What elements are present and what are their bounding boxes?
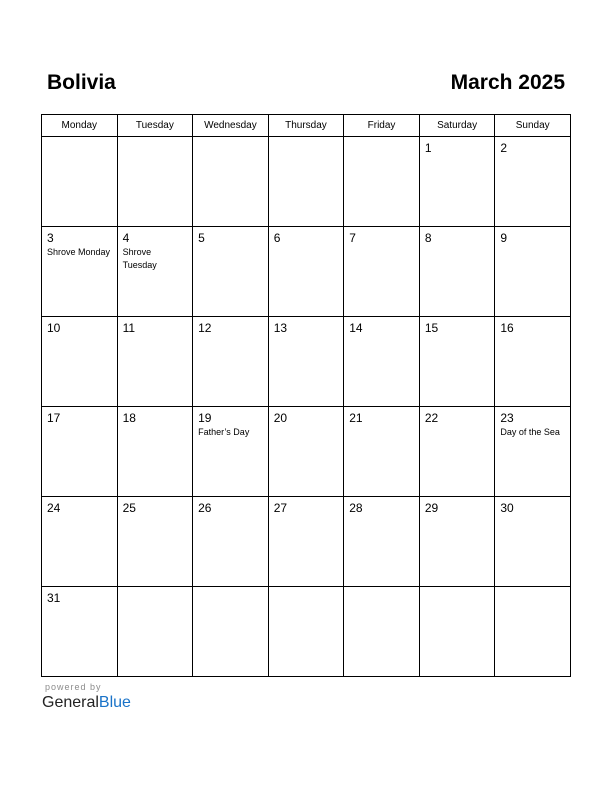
day-cell [344,317,420,407]
day-number: 22 [424,411,439,425]
day-number: 28 [349,501,363,515]
day-number: 17 [47,411,61,425]
day-number: 26 [198,501,212,515]
day-number: 1 [424,141,432,155]
day-cell [117,137,193,227]
day-cell [419,497,495,587]
day-number: 29 [424,501,439,515]
day-cell [495,227,571,317]
week-row [42,227,571,317]
day-cell [42,137,118,227]
day-cell [344,497,420,587]
day-cell [193,137,269,227]
day-cell [42,497,118,587]
day-number: 10 [47,321,61,335]
day-cell [42,227,118,317]
weekday-header: Friday [344,115,420,137]
week-row [42,497,571,587]
day-cell [193,227,269,317]
day-number: 27 [273,501,288,515]
day-cell [419,587,495,677]
day-number: 14 [349,321,363,335]
weekday-header: Monday [42,115,118,137]
week-row [42,407,571,497]
day-cell [344,137,420,227]
day-cell [117,587,193,677]
day-cell [42,587,118,677]
day-cell [117,407,193,497]
day-cell [193,407,269,497]
day-number: 8 [424,231,432,245]
holiday-label: Shrove Monday [47,247,111,257]
day-cell [495,317,571,407]
holiday-label: Day of the Sea [500,427,560,437]
powered-by-label: powered by [45,682,102,692]
day-cell [268,137,344,227]
day-cell [117,317,193,407]
day-cell [495,407,571,497]
day-number: 15 [424,321,439,335]
day-number: 20 [273,411,288,425]
week-row [42,587,571,677]
day-cell [495,137,571,227]
day-cell [268,227,344,317]
logo-general-text: General [42,694,99,711]
week-row [42,317,571,407]
month-title: March 2025 [450,71,565,94]
day-number: 13 [273,321,288,335]
generalblue-logo[interactable] [42,694,131,712]
day-number: 3 [47,231,54,245]
weekday-header: Sunday [495,115,571,137]
day-cell [344,587,420,677]
day-cell [117,227,193,317]
day-cell [419,407,495,497]
week-row [42,137,571,227]
day-number: 16 [500,321,514,335]
calendar-grid [41,114,571,677]
day-number: 25 [122,501,136,515]
day-cell [268,587,344,677]
day-cell [268,407,344,497]
day-cell [193,587,269,677]
day-number: 4 [122,231,130,245]
day-cell [495,497,571,587]
day-number: 30 [500,501,514,515]
day-cell [419,317,495,407]
weekday-header-row [42,115,571,137]
day-number: 12 [198,321,212,335]
day-cell [495,587,571,677]
day-cell [268,497,344,587]
holiday-label: Shrove Tuesday [122,247,157,270]
holiday-label: Father’s Day [198,427,250,437]
day-cell [117,497,193,587]
day-number: 19 [198,411,212,425]
day-cell [193,497,269,587]
day-number: 2 [500,141,508,155]
weekday-header: Thursday [268,115,344,137]
day-cell [419,227,495,317]
day-cell [193,317,269,407]
country-title: Bolivia [47,71,116,94]
day-cell [268,317,344,407]
day-number: 21 [349,411,363,425]
day-number: 31 [47,591,61,605]
day-number: 9 [500,231,508,245]
day-cell [344,227,420,317]
day-number: 11 [122,321,136,335]
day-cell [419,137,495,227]
day-number: 23 [500,411,514,425]
logo-blue-text: Blue [98,694,131,711]
weekday-header: Saturday [419,115,495,137]
day-cell [42,317,118,407]
day-number: 18 [122,411,136,425]
weekday-header: Wednesday [193,115,269,137]
day-number: 6 [273,231,281,245]
day-cell [42,407,118,497]
day-cell [344,407,420,497]
day-number: 5 [198,231,205,245]
weekday-header: Tuesday [117,115,193,137]
day-number: 7 [349,231,356,245]
day-number: 24 [47,501,61,515]
